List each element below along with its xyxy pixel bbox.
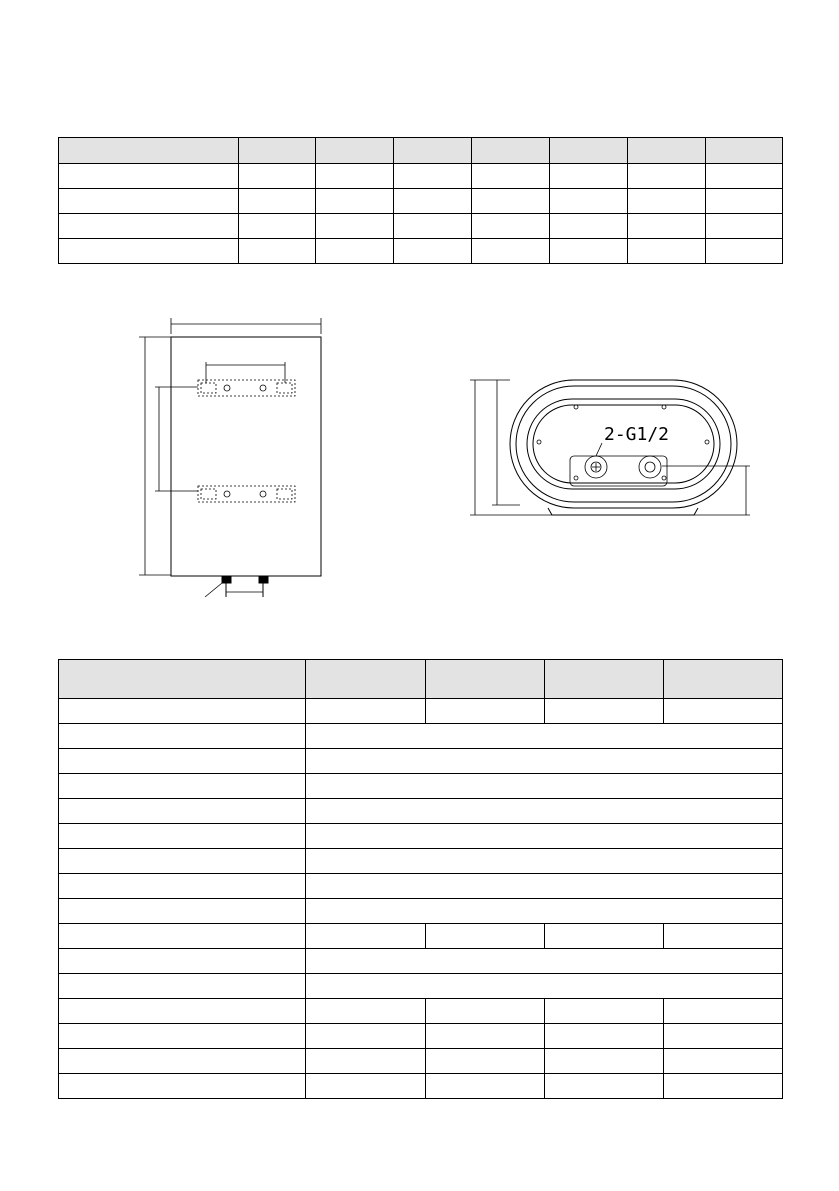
- table-row: [59, 699, 783, 724]
- table-cell: [59, 724, 306, 749]
- table-cell: [426, 924, 545, 949]
- table-cell: [545, 699, 664, 724]
- spec-header-cell: [306, 660, 426, 699]
- table-cell: [306, 899, 783, 924]
- table-cell: [664, 1049, 783, 1074]
- table-cell: [59, 774, 306, 799]
- table-cell: [306, 949, 783, 974]
- spec-header-cell: [59, 660, 306, 699]
- table-row: [59, 999, 783, 1024]
- table-cell: [59, 999, 306, 1024]
- table-cell: [426, 1049, 545, 1074]
- table-row: [59, 1049, 783, 1074]
- table-row: [59, 824, 783, 849]
- table-cell: [664, 924, 783, 949]
- table-row: [59, 774, 783, 799]
- table-cell: [664, 699, 783, 724]
- table-cell: [59, 749, 306, 774]
- specification-table: [58, 659, 783, 1099]
- tank-feet: [548, 508, 698, 515]
- table-row: [59, 1024, 783, 1049]
- table-row: [59, 949, 783, 974]
- table-cell: [306, 724, 783, 749]
- table-cell: [306, 1049, 426, 1074]
- table-cell: [306, 849, 783, 874]
- table-row: [59, 1074, 783, 1099]
- table-cell: [306, 1074, 426, 1099]
- inlet-outlet-plate: [570, 443, 667, 486]
- table-cell: [306, 924, 426, 949]
- table-cell: [306, 774, 783, 799]
- table-cell: [664, 1074, 783, 1099]
- table-cell: [545, 1074, 664, 1099]
- table-cell: [664, 999, 783, 1024]
- spec-header-cell: [545, 660, 664, 699]
- table-cell: [59, 849, 306, 874]
- table-row: [59, 749, 783, 774]
- pipe-thread-label: 2-G1/2: [604, 424, 670, 445]
- table-cell: [426, 1074, 545, 1099]
- outline-dimension-lines: [470, 380, 750, 515]
- table-cell: [426, 999, 545, 1024]
- table-cell: [59, 974, 306, 999]
- table-cell: [306, 974, 783, 999]
- table-cell: [59, 1024, 306, 1049]
- table-cell: [426, 699, 545, 724]
- table-cell: [59, 899, 306, 924]
- table-cell: [426, 1024, 545, 1049]
- table-cell: [545, 1049, 664, 1074]
- table-cell: [664, 1024, 783, 1049]
- spec-header-cell: [426, 660, 545, 699]
- table-cell: [59, 1074, 306, 1099]
- table-row: [59, 974, 783, 999]
- table-cell: [59, 874, 306, 899]
- table-cell: [306, 874, 783, 899]
- table-cell: [59, 699, 306, 724]
- table-cell: [306, 799, 783, 824]
- table-cell: [306, 699, 426, 724]
- table-row: [59, 899, 783, 924]
- table-cell: [306, 1024, 426, 1049]
- table-cell: [545, 924, 664, 949]
- spec-header-cell: [664, 660, 783, 699]
- table-row: [59, 799, 783, 824]
- table-row: [59, 924, 783, 949]
- table-cell: [59, 799, 306, 824]
- table-cell: [59, 949, 306, 974]
- table-cell: [59, 824, 306, 849]
- table-cell: [306, 999, 426, 1024]
- table-cell: [545, 999, 664, 1024]
- table-cell: [545, 1024, 664, 1049]
- specification-table-header-row: [59, 660, 783, 699]
- table-cell: [306, 824, 783, 849]
- table-cell: [59, 1049, 306, 1074]
- table-row: [59, 849, 783, 874]
- table-row: [59, 874, 783, 899]
- table-row: [59, 724, 783, 749]
- table-cell: [306, 749, 783, 774]
- table-cell: [59, 924, 306, 949]
